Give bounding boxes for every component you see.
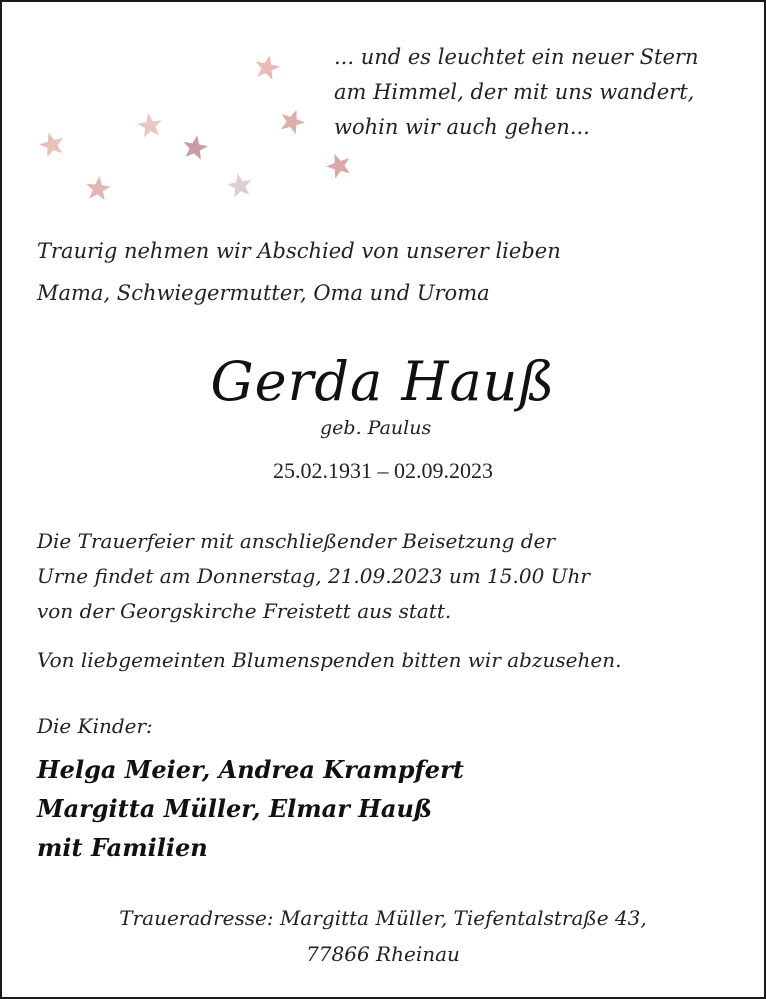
address-line: 77866 Rheinau xyxy=(306,942,460,966)
star-icon xyxy=(181,133,210,160)
mourning-address xyxy=(2,900,764,972)
intro-text xyxy=(37,230,561,314)
quote-line: wohin wir auch gehen... xyxy=(334,115,590,139)
service-line: Die Trauerfeier mit anschließender Beisetzung der xyxy=(37,529,556,553)
family-line: Helga Meier, Andrea Krampfert xyxy=(37,755,464,784)
life-dates: 25.02.1931 – 02.09.2023 xyxy=(273,458,493,483)
family-label: Die Kinder: xyxy=(37,714,153,738)
quote xyxy=(334,40,698,145)
deceased-name: Gerda Hauß xyxy=(210,350,556,413)
star-icon xyxy=(277,106,308,137)
star-icon xyxy=(323,150,354,181)
address-line: Traueradresse: Margitta Müller, Tiefentalstraße 43, xyxy=(119,906,647,930)
quote-line: ... und es leuchtet ein neuer Stern xyxy=(334,45,699,69)
service-line: Urne findet am Donnerstag, 21.09.2023 um 15.00 Uhr xyxy=(37,564,590,588)
family-line: mit Familien xyxy=(37,833,208,862)
service-info xyxy=(37,524,590,629)
intro-line: Mama, Schwiegermutter, Oma und Uroma xyxy=(37,281,490,305)
star-icon xyxy=(85,175,112,201)
quote-line: am Himmel, der mit uns wandert, xyxy=(334,80,695,104)
flowers-note: Von liebgemeinten Blumenspenden bitten wir abzusehen. xyxy=(37,648,622,672)
service-line: von der Georgskirche Freistett aus statt. xyxy=(37,599,452,623)
star-icon xyxy=(253,53,282,81)
star-icon xyxy=(136,111,164,138)
intro-line: Traurig nehmen wir Abschied von unserer lieben xyxy=(37,239,561,263)
star-icon xyxy=(226,171,255,198)
star-icon xyxy=(37,129,67,158)
family-names xyxy=(37,750,464,867)
maiden-name: geb. Paulus xyxy=(320,417,432,439)
family-line: Margitta Müller, Elmar Hauß xyxy=(37,794,433,823)
